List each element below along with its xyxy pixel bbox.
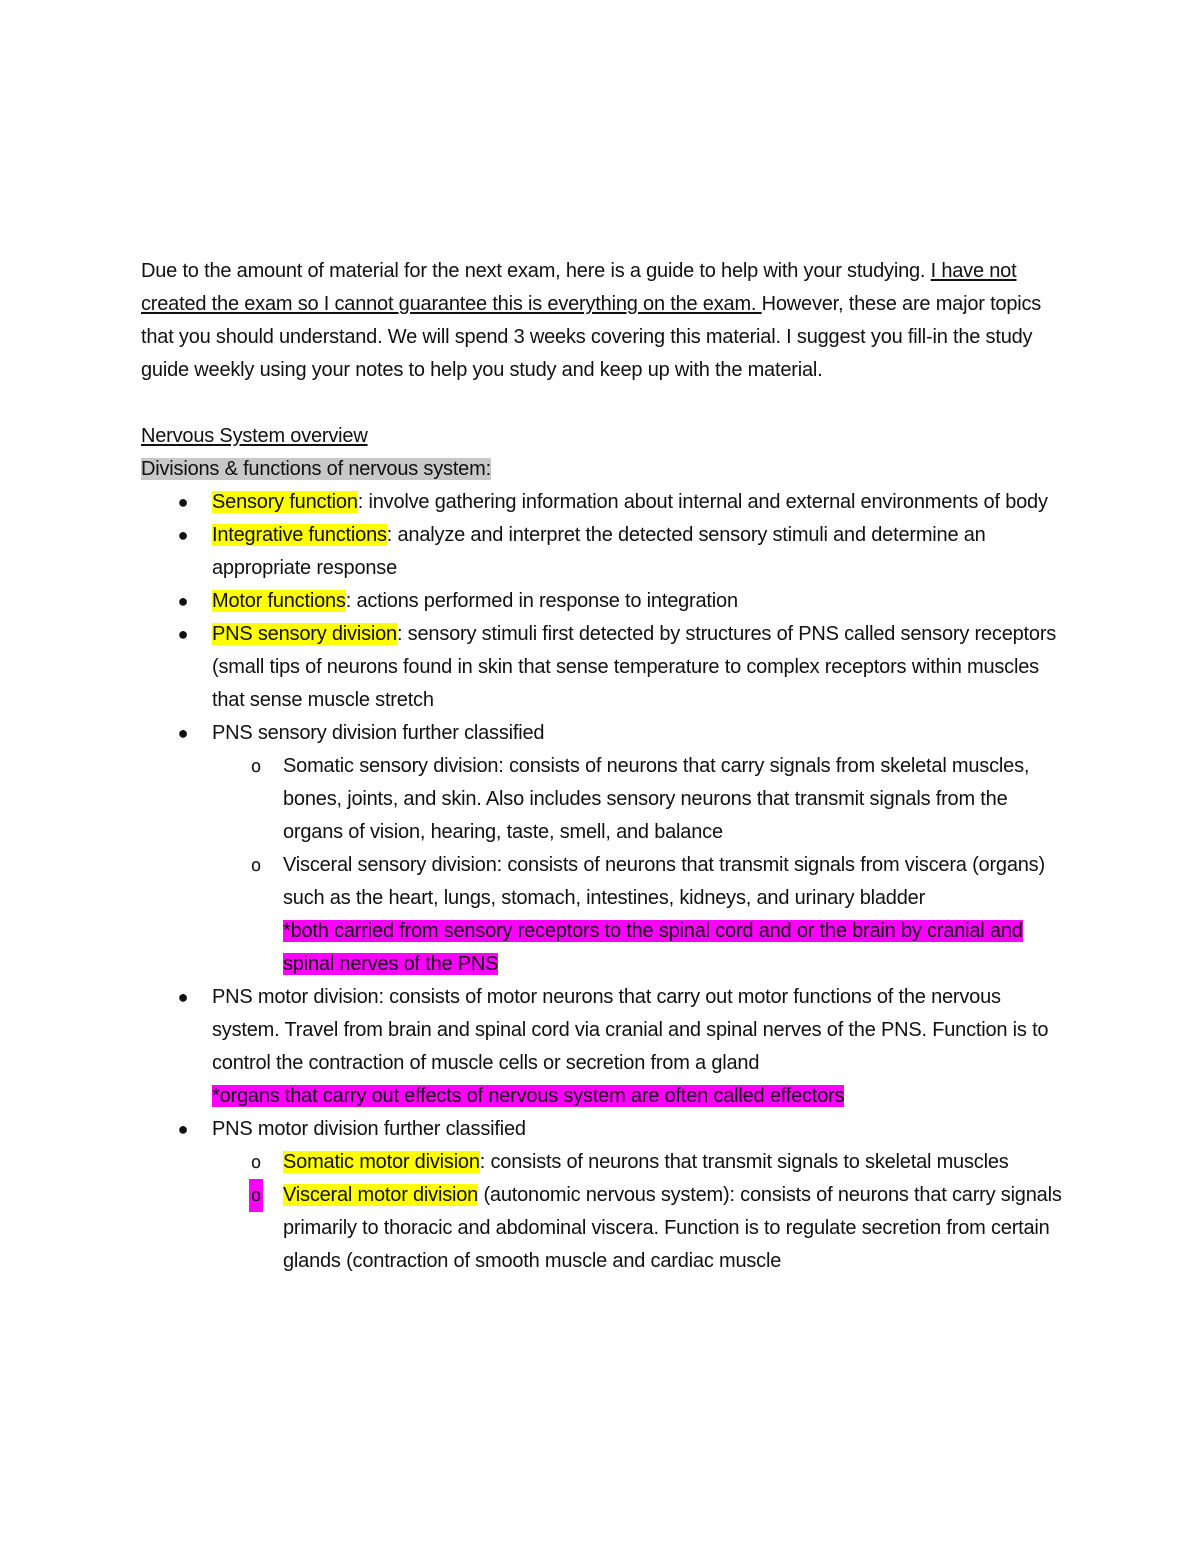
term-highlight: PNS sensory division: [212, 623, 397, 645]
term-highlight: Motor functions: [212, 590, 346, 612]
term-highlight: Visceral motor division: [283, 1184, 479, 1206]
item-text: : analyze and interpret the detected sensory stimuli and determine an appropriate response: [212, 524, 986, 579]
bullet-icon: ●: [177, 492, 189, 512]
list-item-pns-motor-division: [141, 981, 1066, 1080]
sub-item-text: Visceral sensory division: consists of neurons that transmit signals from viscera (organs) such as the heart, lungs, stomach, intestines, kidneys, and urinary bladder: [283, 854, 1045, 909]
sub-item-somatic-sensory: [141, 750, 1066, 849]
item-text: : actions performed in response to integration: [345, 590, 738, 612]
circle-bullet-icon: o: [250, 756, 262, 777]
motor-note: [141, 1080, 1066, 1113]
list-item-pns-sensory-classified: [141, 717, 1066, 750]
sub-item-text: : consists of neurons that transmit signals to skeletal muscles: [479, 1151, 1009, 1173]
item-text: PNS motor division further classified: [212, 1118, 526, 1140]
document-body: [141, 255, 1066, 1278]
bullet-icon: ●: [177, 1119, 189, 1139]
section-title: Nervous System overview: [141, 425, 368, 447]
note-highlight: *both carried from sensory receptors to the spinal cord and or the brain by cranial and spinal nerves of the PNS: [283, 920, 1023, 975]
subsection-title: Divisions & functions of nervous system:: [141, 458, 491, 480]
list-item-integrative-functions: [141, 519, 1066, 585]
list-item-motor-functions: [141, 585, 1066, 618]
term-highlight: Somatic motor division: [283, 1151, 480, 1173]
sub-item-visceral-motor: [141, 1179, 1066, 1278]
bullet-icon: ●: [177, 987, 189, 1007]
bullet-icon: ●: [177, 525, 189, 545]
bullet-icon: ●: [177, 624, 189, 644]
circle-bullet-icon: o: [250, 1152, 262, 1173]
sub-item-somatic-motor: [141, 1146, 1066, 1179]
list-item-pns-motor-classified: [141, 1113, 1066, 1146]
sub-item-text: (autonomic nervous system): consists of neurons that carry signals primarily to thoracic and abdominal viscera. Function is to regulate secretion from certain glands (contraction of smooth muscle and cardiac muscle: [283, 1184, 1062, 1272]
intro-text-2: However, these are major topics that you should understand. We will spend 3 weeks covering this material. I suggest you fill-in the study guide weekly using your notes to help you study and keep up with the material.: [141, 293, 1042, 381]
sensory-note: [141, 915, 1066, 981]
intro-paragraph: [141, 255, 1066, 387]
bullet-icon: ●: [177, 591, 189, 611]
sub-item-visceral-sensory: [141, 849, 1066, 915]
item-text: : sensory stimuli first detected by structures of PNS called sensory receptors (small tips of neurons found in skin that sense temperature to complex receptors within muscles that sense muscle stretch: [212, 623, 1057, 711]
term-highlight: Sensory function: [212, 491, 358, 513]
bullet-icon: ●: [177, 723, 189, 743]
sub-item-text: Somatic sensory division: consists of neurons that carry signals from skeletal muscles, bones, joints, and skin. Also includes sensory neurons that transmit signals from the organs of vision, hearing, taste, smell, and balance: [283, 755, 1030, 843]
spacer: [141, 387, 1066, 420]
item-text: PNS sensory division further classified: [212, 722, 545, 744]
intro-disclaimer-underlined: I have not created the exam so I cannot guarantee this is everything on the exam.: [141, 260, 1017, 315]
intro-text-1: Due to the amount of material for the next exam, here is a guide to help with your studying.: [141, 260, 931, 282]
term-highlight: Integrative functions: [212, 524, 387, 546]
circle-bullet-icon: o: [249, 1179, 263, 1212]
item-text: PNS motor division: consists of motor neurons that carry out motor functions of the nervous system. Travel from brain and spinal cord via cranial and spinal nerves of the PNS. Function is to control the contraction of muscle cells or secretion from a gland: [212, 986, 1049, 1074]
list-item-pns-sensory-division: [141, 618, 1066, 717]
item-text: : involve gathering information about internal and external environments of body: [357, 491, 1048, 513]
note-highlight: *organs that carry out effects of nervous system are often called effectors: [212, 1085, 845, 1107]
circle-bullet-icon: o: [250, 855, 262, 876]
list-item-sensory-function: [141, 486, 1066, 519]
